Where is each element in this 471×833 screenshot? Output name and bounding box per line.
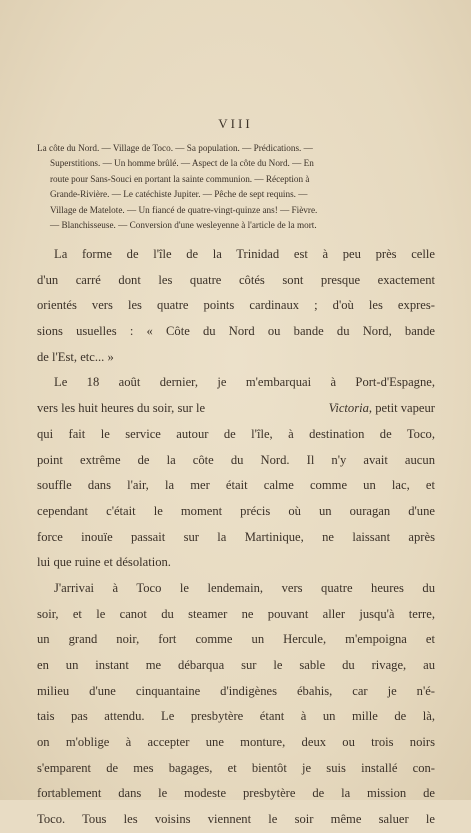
body-line — [37, 396, 435, 422]
summary-line: Superstitions. — Un homme brûlé. — Aspect de la côte du Nord. — En — [50, 158, 314, 169]
ship-name: Victoria — [328, 401, 369, 416]
body-line: orientés vers les quatre points cardinaux ; d'où les expres- — [37, 298, 435, 313]
body-line: fortablement dans le modeste presbytère de la mission de — [37, 786, 435, 801]
body-line: s'emparent de mes bagages, et bientôt je suis installé con- — [37, 760, 435, 775]
body-line-text: , petit vapeur — [368, 401, 435, 416]
chapter-summary — [37, 141, 435, 233]
body-line: en un instant me débarqua sur le sable du rivage, au — [37, 658, 435, 672]
body-line: sions usuelles : « Côte du Nord ou bande du Nord, bande — [37, 324, 435, 339]
body-line: tais pas attendu. Le presbytère étant à un mille de là, — [37, 709, 435, 724]
body-line: cependant c'était le moment précis où un ouragan d'une — [37, 503, 435, 518]
body-line: point extrême de la côte du Nord. Il n'y avait aucun — [37, 452, 435, 467]
body-line: on m'oblige à accepter une monture, deux ou trois noirs — [37, 735, 435, 750]
body-line: soir, et le canot du steamer ne pouvant aller jusqu'à terre, — [37, 606, 435, 621]
body-line-emphasis — [329, 396, 435, 422]
body-line: J'arrivai à Toco le lendemain, vers quatre heures du — [54, 580, 435, 595]
body-line: un grand noir, fort comme un Hercule, m'empoigna et — [37, 632, 435, 647]
body-line: qui fait le service autour de l'île, à destination de Toco, — [37, 426, 435, 441]
body-line-text: vers les huit heures du soir, sur le — [37, 401, 206, 416]
summary-line: route pour Sans-Souci en portant la sainte communion. — Réception à — [50, 173, 310, 184]
chapter-number: VIII — [218, 116, 253, 131]
body-line: souffle dans l'air, la mer était calme comme un lac, et — [37, 478, 435, 493]
body-line: force inouïe passait sur la Martinique, ne laissant après — [37, 529, 435, 544]
body-text — [37, 242, 435, 833]
body-line: milieu d'une cinquantaine d'indigènes ébahis, car je n'é- — [37, 683, 435, 698]
body-line: de l'Est, etc... » — [37, 349, 114, 364]
body-line: Toco. Tous les voisins viennent le soir même saluer le — [37, 812, 435, 827]
summary-line: Grande-Rivière. — Le catéchiste Jupiter. — Pêche de sept requins. — — [50, 189, 308, 200]
body-line: La forme de l'île de la Trinidad est à peu près celle — [54, 247, 435, 261]
body-line: d'un carré dont les quatre côtés sont presque exactement — [37, 272, 435, 287]
body-line: Le 18 août dernier, je m'embarquai à Port-d'Espagne, — [54, 375, 435, 390]
summary-line: La côte du Nord. — Village de Toco. — Sa population. — Prédications. — — [37, 143, 313, 153]
summary-line: Village de Matelote. — Un fiancé de quatre-vingt-quinze ans! — Fièvre. — [50, 204, 318, 215]
body-line: lui que ruine et désolation. — [37, 555, 171, 570]
summary-line: — Blanchisseuse. — Conversion d'une wesleyenne à l'article de la mort. — [50, 219, 317, 230]
